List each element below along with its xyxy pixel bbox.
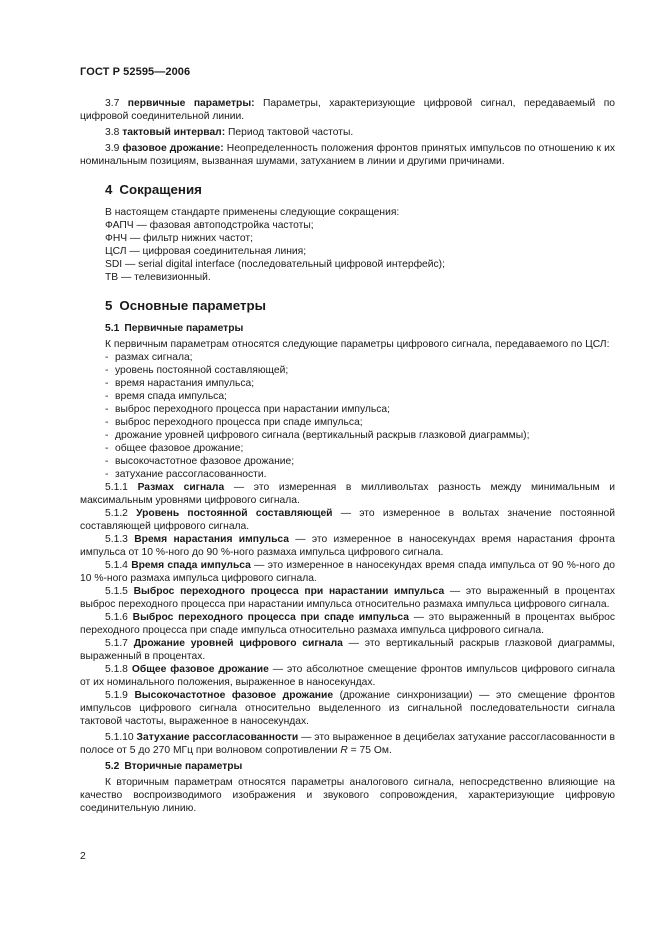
section-5 (80, 298, 615, 815)
definition-term: фазовое дрожание: (122, 143, 224, 154)
parameters-list (80, 351, 615, 481)
clause-item (80, 637, 615, 663)
clause-term: Размах сигнала (137, 482, 225, 493)
clause-term: Затухание рассогласованности (136, 732, 299, 743)
clause-term: Выброс переходного процесса при нарастании импульса (133, 586, 445, 597)
list-item (80, 429, 615, 442)
list-item (80, 364, 615, 377)
list-item-text: уровень постоянной составляющей; (115, 365, 289, 376)
clause-term: Уровень постоянной составляющей (136, 508, 333, 519)
list-item-text: общее фазовое дрожание; (115, 443, 244, 454)
clause-number: 5.1.1 (105, 482, 128, 493)
list-bullet: - (105, 404, 109, 415)
subsection-5-1 (80, 322, 615, 757)
list-bullet: - (105, 430, 109, 441)
list-bullet: - (105, 365, 109, 376)
definition-term: первичные параметры: (127, 98, 255, 109)
list-bullet: - (105, 456, 109, 467)
clause-text: — это абсолютное смещение фронтов импульсов цифрового сигнала от их номинального положения, выраженное в наносекундах. (80, 664, 615, 688)
impedance-variable: R (340, 745, 348, 756)
clause-number: 5.1.9 (105, 690, 128, 701)
clause-term: Время нарастания импульса (134, 534, 289, 545)
clause-term: Общее фазовое дрожание (131, 664, 269, 675)
clause-term: Высокочастотное фазовое дрожание (134, 690, 334, 701)
list-item-text: дрожание уровней цифрового сигнала (вертикальный раскрыв глазковой диаграммы); (115, 430, 530, 441)
list-item-text: время спада импульса; (115, 391, 227, 402)
page-number: 2 (80, 851, 86, 862)
section-number: 5 (105, 298, 113, 313)
list-item (80, 351, 615, 364)
abbreviation-item: SDI — serial digital interface (последовательный цифровой интерфейс); (105, 259, 445, 270)
subsection-heading (80, 760, 615, 773)
abbreviation-items (80, 219, 615, 284)
definition-text: Период тактовой частоты. (225, 127, 354, 138)
subsection-number: 5.1 (105, 323, 120, 334)
abbreviations-list (80, 206, 615, 284)
section-title: Сокращения (119, 182, 202, 197)
definition-item (80, 126, 615, 139)
clause-text: — это измеренное в наносекундах время спада импульса от 90 %-ного до 10 %-ного размаха импульса цифрового сигнала. (80, 560, 615, 584)
clause-number: 5.1.4 (105, 560, 128, 571)
subsection-heading (80, 322, 615, 335)
section-title: Основные параметры (119, 298, 266, 313)
clause-number: 5.1.10 (105, 732, 134, 743)
abbreviation-item: ФНЧ — фильтр нижних частот; (105, 233, 253, 244)
clause-number: 5.1.7 (105, 638, 128, 649)
clause-5-1-10 (80, 731, 615, 757)
subsection-intro: К первичным параметрам относятся следующие параметры цифрового сигнала, передаваемого по ЦСЛ: (105, 339, 610, 350)
section-heading (80, 182, 615, 198)
abbreviation-item: ФАПЧ — фазовая автоподстройка частоты; (105, 220, 314, 231)
definition-item (80, 97, 615, 123)
definition-number: 3.7 (105, 98, 120, 109)
document-header: ГОСТ Р 52595—2006 (80, 66, 191, 78)
subsection-number: 5.2 (105, 761, 120, 772)
clause-text: — это измеренная в милливольтах разность между минимальным и максимальным уровнями цифрового сигнала. (80, 482, 615, 506)
list-bullet: - (105, 469, 109, 480)
clause-text: — это выраженный в процентах выброс переходного процесса при нарастании импульса относительно размаха импульса цифрового сигнала. (80, 586, 615, 610)
clause-term: Дрожание уровней цифрового сигнала (133, 638, 343, 649)
abbreviations-intro: В настоящем стандарте применены следующие сокращения: (105, 207, 400, 218)
document-body (80, 97, 615, 815)
clause-term: Выброс переходного процесса при спаде импульса (132, 612, 409, 623)
clause-text: — это выраженный в процентах выброс переходного процесса при спаде импульса относительно размаха импульса цифрового сигнала. (80, 612, 615, 636)
definition-text: Неопределенность положения фронтов принятых импульсов по отношению к их номинальным позициям, вызванная шумами, затуханием в линии и другими причинами. (80, 143, 615, 167)
list-bullet: - (105, 391, 109, 402)
list-item (80, 403, 615, 416)
abbreviation-item: ТВ — телевизионный. (105, 272, 211, 283)
list-bullet: - (105, 352, 109, 363)
clause-text: — это выраженное в децибелах затухание рассогласованности в полосе от 5 до 270 МГц при волновом сопротивлении (80, 732, 615, 756)
clause-item (80, 533, 615, 559)
clause-text: (дрожание синхронизации) — это смещение фронтов импульсов цифрового сигнала относительно выделенного из сигнальной последовательности сигнала тактовой частоты, выраженное в наносекундах. (80, 690, 615, 727)
clause-text: — это измеренное в вольтах значение постоянной составляющей цифрового сигнала. (80, 508, 615, 532)
list-bullet: - (105, 443, 109, 454)
definition-number: 3.9 (105, 143, 120, 154)
list-item-text: выброс переходного процесса при спаде импульса; (115, 417, 363, 428)
definition-term: тактовый интервал: (122, 127, 226, 138)
list-item-text: высокочастотное фазовое дрожание; (115, 456, 295, 467)
clause-item (80, 559, 615, 585)
clause-item (80, 481, 615, 507)
section-number: 4 (105, 182, 113, 197)
definition-text: Параметры, характеризующие цифровой сигнал, передаваемый по цифровой соединительной линии. (80, 98, 616, 122)
clause-text: — это измеренное в наносекундах время нарастания фронта импульса от 10 %-ного до 90 %-ного размаха импульса цифрового сигнала. (80, 534, 616, 558)
list-item (80, 468, 615, 481)
abbreviation-item: ЦСЛ — цифровая соединительная линия; (105, 246, 307, 257)
section-4 (80, 182, 615, 284)
section-heading (80, 298, 615, 314)
parameter-definitions (80, 481, 615, 728)
clause-item (80, 611, 615, 637)
clause-number: 5.1.2 (105, 508, 128, 519)
subsection-title: Первичные параметры (124, 323, 244, 334)
list-item (80, 442, 615, 455)
definition-item (80, 142, 615, 168)
clause-term: Время спада импульса (131, 560, 251, 571)
list-item-text: размах сигнала; (115, 352, 193, 363)
definitions-block (80, 97, 615, 168)
clause-text: — это вертикальный раскрыв глазковой диаграммы, выраженный в процентах. (80, 638, 615, 662)
clause-number: 5.1.8 (105, 664, 128, 675)
subsection-intro: К вторичным параметрам относятся параметры аналогового сигнала, непосредственно влияющие на качество воспроизводимого изображения и звукового сопровождения, характеризующие цифровую соединительную линию. (80, 777, 615, 814)
list-item-text: время нарастания импульса; (115, 378, 255, 389)
list-item-text: выброс переходного процесса при нарастании импульса; (115, 404, 390, 415)
clause-item (80, 663, 615, 689)
subsection-5-2 (80, 760, 615, 815)
list-item (80, 377, 615, 390)
list-item (80, 390, 615, 403)
list-bullet: - (105, 417, 109, 428)
clause-number: 5.1.5 (105, 586, 128, 597)
clause-item (80, 689, 615, 728)
list-bullet: - (105, 378, 109, 389)
list-item (80, 455, 615, 468)
clause-item (80, 585, 615, 611)
clause-number: 5.1.3 (105, 534, 128, 545)
clause-item (80, 507, 615, 533)
definition-number: 3.8 (105, 127, 120, 138)
subsection-title: Вторичные параметры (124, 761, 243, 772)
clause-text-end: = 75 Ом. (347, 745, 392, 756)
list-item (80, 416, 615, 429)
clause-number: 5.1.6 (105, 612, 128, 623)
list-item-text: затухание рассогласованности. (115, 469, 267, 480)
